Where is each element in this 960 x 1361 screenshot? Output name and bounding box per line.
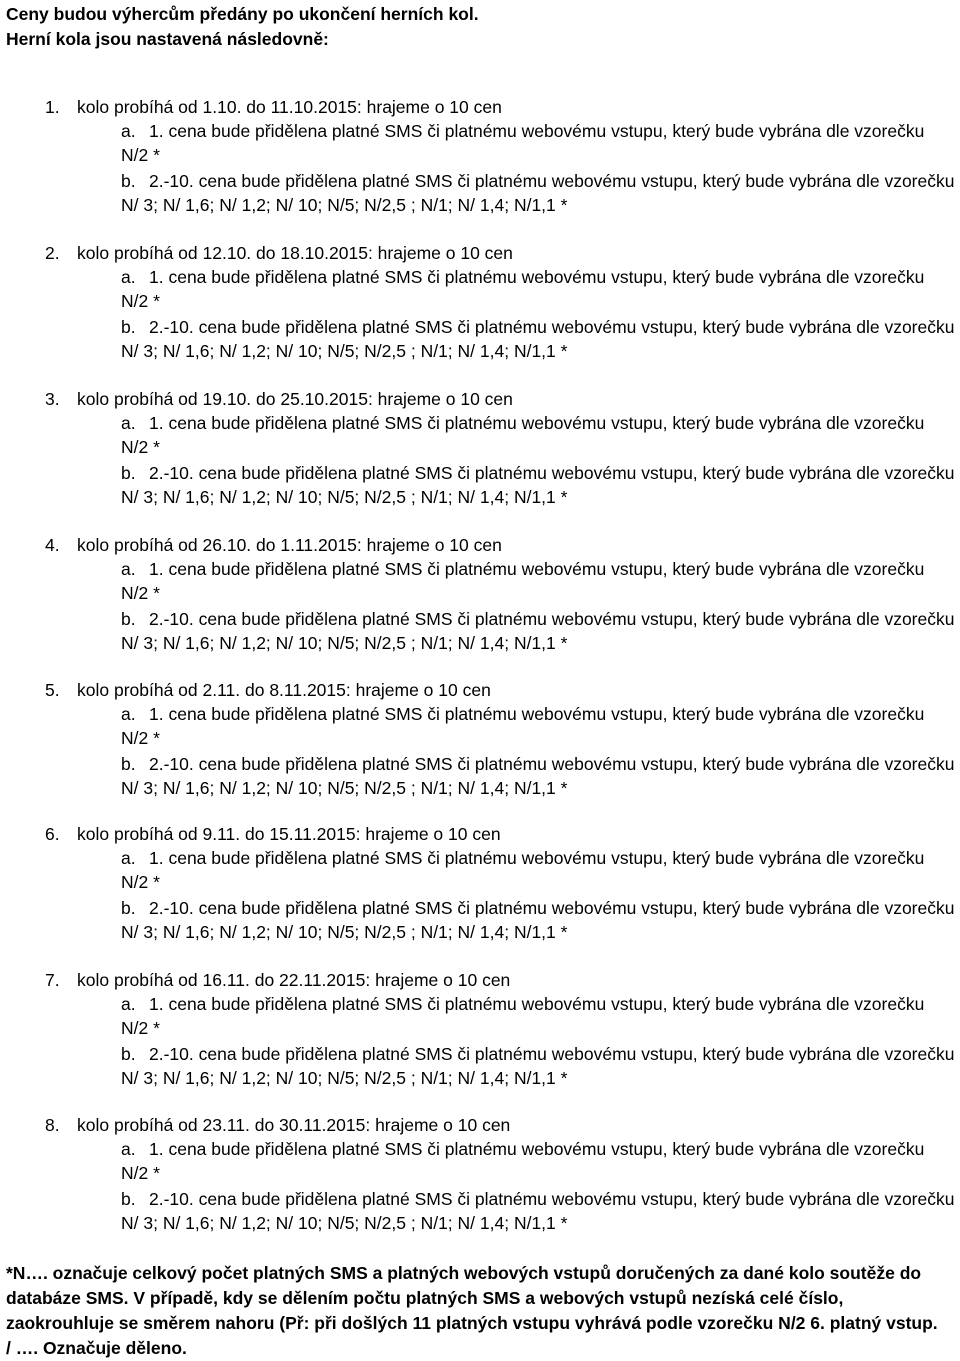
item-b-text: 2.-10. cena bude přidělena platné SMS či platnému webovému vstupu, který bude vybrána dle vzorečku	[149, 463, 955, 483]
footnote-division-note: / …. Označuje děleno.	[6, 1338, 187, 1358]
item-a-text: 1. cena bude přidělena platné SMS či platnému webovému vstupu, který bude vybrána dle vzorečku	[149, 1139, 925, 1159]
item-a-label: a.	[121, 1139, 136, 1159]
round-7	[0, 969, 960, 1115]
round-2	[0, 242, 960, 388]
item-a-label: a.	[121, 848, 136, 868]
item-a-formula: N/2 *	[121, 872, 160, 892]
round-number: 7.	[45, 970, 60, 990]
item-a-text: 1. cena bude přidělena platné SMS či platnému webovému vstupu, který bude vybrána dle vzorečku	[149, 267, 925, 287]
footnote-text: *N…. označuje celkový počet platných SMS a platných webových vstupů doručených za dané kolo soutěže do databáze SMS. V případě, kdy se dělením počtu platných SMS a webových vstupů nezíská celé číslo, zaokrouhluje se směrem nahoru (Př: při došlých 11 platných vstupu vyhrává podle vzorečku N/2 6. platný vstup.	[6, 1263, 938, 1333]
item-b-formula: N/ 3; N/ 1,6; N/ 1,2; N/ 10; N/5; N/2,5 ; N/1; N/ 1,4; N/1,1 *	[121, 195, 568, 215]
round-number: 3.	[45, 389, 60, 409]
item-a-label: a.	[121, 267, 136, 287]
item-b-label: b.	[121, 1189, 136, 1209]
round-number: 2.	[45, 243, 60, 263]
round-title: kolo probíhá od 1.10. do 11.10.2015: hrajeme o 10 cen	[77, 97, 502, 117]
item-b-text: 2.-10. cena bude přidělena platné SMS či platnému webovému vstupu, který bude vybrána dle vzorečku	[149, 609, 955, 629]
round-number: 5.	[45, 680, 60, 700]
round-1	[0, 96, 960, 242]
item-a-text: 1. cena bude přidělena platné SMS či platnému webovému vstupu, který bude vybrána dle vzorečku	[149, 704, 925, 724]
item-a-formula: N/2 *	[121, 437, 160, 457]
item-b-label: b.	[121, 1044, 136, 1064]
item-b-formula: N/ 3; N/ 1,6; N/ 1,2; N/ 10; N/5; N/2,5 ; N/1; N/ 1,4; N/1,1 *	[121, 341, 568, 361]
round-title: kolo probíhá od 2.11. do 8.11.2015: hrajeme o 10 cen	[77, 680, 491, 700]
round-number: 4.	[45, 535, 60, 555]
round-title: kolo probíhá od 9.11. do 15.11.2015: hrajeme o 10 cen	[77, 824, 501, 844]
page-subheading: Herní kola jsou nastavená následovně:	[6, 29, 329, 49]
round-number: 8.	[45, 1115, 60, 1135]
round-8	[0, 1114, 960, 1260]
item-a-formula: N/2 *	[121, 145, 160, 165]
round-title: kolo probíhá od 26.10. do 1.11.2015: hrajeme o 10 cen	[77, 535, 502, 555]
item-b-formula: N/ 3; N/ 1,6; N/ 1,2; N/ 10; N/5; N/2,5 ; N/1; N/ 1,4; N/1,1 *	[121, 1213, 568, 1233]
item-a-text: 1. cena bude přidělena platné SMS či platnému webovému vstupu, který bude vybrána dle vzorečku	[149, 121, 925, 141]
item-a-label: a.	[121, 994, 136, 1014]
item-a-label: a.	[121, 121, 136, 141]
round-title: kolo probíhá od 19.10. do 25.10.2015: hrajeme o 10 cen	[77, 389, 513, 409]
item-a-formula: N/2 *	[121, 583, 160, 603]
round-6	[0, 823, 960, 969]
item-b-text: 2.-10. cena bude přidělena platné SMS či platnému webovému vstupu, který bude vybrána dle vzorečku	[149, 1189, 955, 1209]
round-title: kolo probíhá od 23.11. do 30.11.2015: hrajeme o 10 cen	[77, 1115, 511, 1135]
item-b-text: 2.-10. cena bude přidělena platné SMS či platnému webovému vstupu, který bude vybrána dle vzorečku	[149, 1044, 955, 1064]
item-a-formula: N/2 *	[121, 1018, 160, 1038]
item-b-text: 2.-10. cena bude přidělena platné SMS či platnému webovému vstupu, který bude vybrána dle vzorečku	[149, 754, 955, 774]
item-a-text: 1. cena bude přidělena platné SMS či platnému webovému vstupu, který bude vybrána dle vzorečku	[149, 413, 925, 433]
round-number: 6.	[45, 824, 60, 844]
item-a-text: 1. cena bude přidělena platné SMS či platnému webovému vstupu, který bude vybrána dle vzorečku	[149, 848, 925, 868]
item-a-label: a.	[121, 413, 136, 433]
round-title: kolo probíhá od 16.11. do 22.11.2015: hrajeme o 10 cen	[77, 970, 511, 990]
item-b-text: 2.-10. cena bude přidělena platné SMS či platnému webovému vstupu, který bude vybrána dle vzorečku	[149, 898, 955, 918]
item-a-label: a.	[121, 559, 136, 579]
item-b-formula: N/ 3; N/ 1,6; N/ 1,2; N/ 10; N/5; N/2,5 ; N/1; N/ 1,4; N/1,1 *	[121, 487, 568, 507]
round-number: 1.	[45, 97, 60, 117]
item-b-text: 2.-10. cena bude přidělena platné SMS či platnému webovému vstupu, který bude vybrána dle vzorečku	[149, 171, 955, 191]
item-b-formula: N/ 3; N/ 1,6; N/ 1,2; N/ 10; N/5; N/2,5 ; N/1; N/ 1,4; N/1,1 *	[121, 778, 568, 798]
item-b-label: b.	[121, 463, 136, 483]
item-a-formula: N/2 *	[121, 1163, 160, 1183]
round-4	[0, 534, 960, 680]
item-b-formula: N/ 3; N/ 1,6; N/ 1,2; N/ 10; N/5; N/2,5 ; N/1; N/ 1,4; N/1,1 *	[121, 1068, 568, 1088]
item-a-formula: N/2 *	[121, 291, 160, 311]
page-heading: Ceny budou výhercům předány po ukončení herních kol.	[6, 4, 479, 24]
round-title: kolo probíhá od 12.10. do 18.10.2015: hrajeme o 10 cen	[77, 243, 513, 263]
item-b-label: b.	[121, 898, 136, 918]
item-b-formula: N/ 3; N/ 1,6; N/ 1,2; N/ 10; N/5; N/2,5 ; N/1; N/ 1,4; N/1,1 *	[121, 633, 568, 653]
item-b-text: 2.-10. cena bude přidělena platné SMS či platnému webovému vstupu, který bude vybrána dle vzorečku	[149, 317, 955, 337]
round-3	[0, 388, 960, 534]
item-a-label: a.	[121, 704, 136, 724]
item-a-text: 1. cena bude přidělena platné SMS či platnému webovému vstupu, který bude vybrána dle vzorečku	[149, 559, 925, 579]
round-5	[0, 679, 960, 825]
item-a-text: 1. cena bude přidělena platné SMS či platnému webovému vstupu, který bude vybrána dle vzorečku	[149, 994, 925, 1014]
item-b-label: b.	[121, 171, 136, 191]
item-b-label: b.	[121, 317, 136, 337]
footnote	[6, 1261, 956, 1361]
item-b-formula: N/ 3; N/ 1,6; N/ 1,2; N/ 10; N/5; N/2,5 ; N/1; N/ 1,4; N/1,1 *	[121, 922, 568, 942]
item-b-label: b.	[121, 754, 136, 774]
item-a-formula: N/2 *	[121, 728, 160, 748]
item-b-label: b.	[121, 609, 136, 629]
